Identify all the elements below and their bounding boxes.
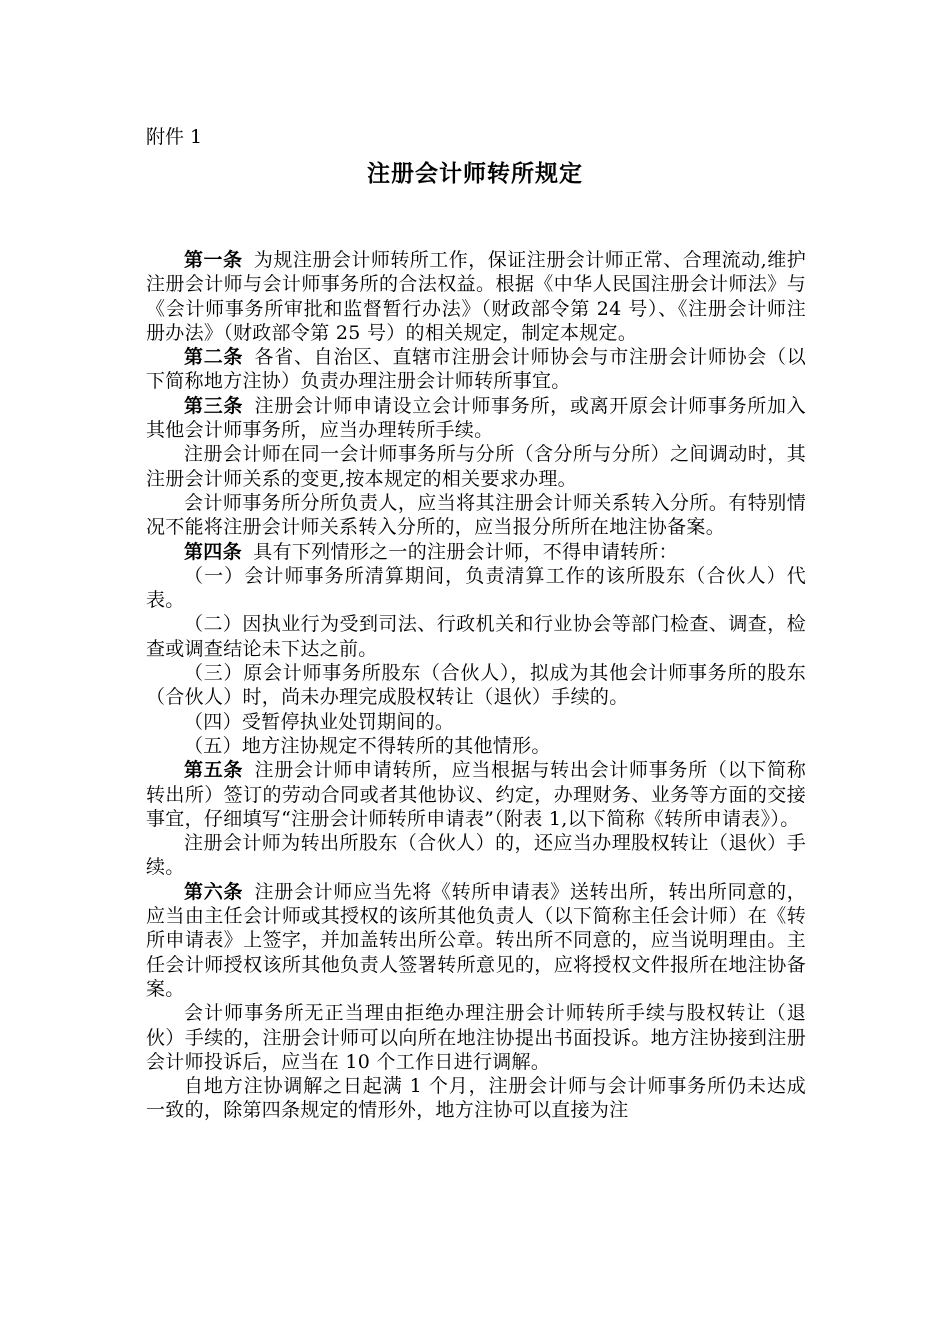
article-label: 第四条 [184, 540, 242, 563]
paragraph-text: 注册会计师申请转所，应当根据与转出会计师事务所（以下简称转出所）签订的劳动合同或者其他协议、约定，办理财务、业务等方面的交接事宜，仔细填写“注册会计师转所申请表”（附表 1,以下简称《转所申请表》）。 [146, 759, 806, 830]
paragraph-text: 具有下列情形之一的注册会计师，不得申请转所： [253, 540, 678, 563]
article-paragraph [146, 394, 806, 443]
article-paragraph [146, 564, 806, 613]
article-paragraph [146, 1074, 806, 1123]
article-paragraph [146, 612, 806, 661]
paragraph-text: （二）因执业行为受到司法、行政机关和行业协会等部门检查、调查，检查或调查结论未下达之前。 [146, 613, 806, 660]
paragraph-text: 会计师事务所分所负责人，应当将其注册会计师关系转入分所。有特别情况不能将注册会计师关系转入分所的，应当报分所所在地注协备案。 [146, 491, 806, 539]
document-title: 注册会计师转所规定 [367, 161, 583, 187]
article-paragraph [146, 880, 806, 1001]
document-body [146, 248, 806, 1123]
paragraph-text: 注册会计师应当先将《转所申请表》送转出所，转出所同意的，应当由主任会计师或其授权的该所其他负责人（以下简称主任会计师）在《转所申请表》上签字，并加盖转出所公章。转出所不同意的，应当说明理由。主任会计师授权该所其他负责人签署转所意见的，应将授权文件报所在地注协备案。 [146, 880, 806, 1000]
attachment-label: 附件 1 [146, 126, 203, 148]
paragraph-text: 注册会计师为转出所股东（合伙人）的，还应当办理股权转让（退伙）手续。 [146, 832, 806, 879]
article-paragraph [146, 442, 806, 491]
paragraph-text: 注册会计师在同一会计师事务所与分所（含分所与分所）之间调动时，其注册会计师关系的变更,按本规定的相关要求办理。 [146, 443, 806, 490]
paragraph-text: （五）地方注协规定不得转所的其他情形。 [184, 734, 551, 757]
paragraph-text: （一）会计师事务所清算期间，负责清算工作的该所股东（合伙人）代表。 [146, 564, 806, 612]
article-paragraph [146, 661, 806, 710]
paragraph-text: 会计师事务所无正当理由拒绝办理注册会计师转所手续与股权转让（退伙）手续的，注册会计师可以向所在地注协提出书面投诉。地方注协接到注册会计师投诉后，应当在 10 个工作日进行调解。 [146, 1002, 806, 1073]
article-paragraph [146, 1001, 806, 1074]
paragraph-text: （四）受暂停执业处罚期间的。 [184, 710, 455, 733]
article-label: 第六条 [184, 880, 244, 903]
article-label: 第二条 [184, 346, 244, 369]
article-paragraph [146, 540, 806, 564]
article-paragraph [146, 831, 806, 880]
paragraph-text: 注册会计师申请设立会计师事务所，或离开原会计师事务所加入其他会计师事务所，应当办理转所手续。 [146, 394, 806, 442]
article-paragraph [146, 710, 806, 734]
paragraph-text: 为规注册会计师转所工作，保证注册会计师正常、合理流动,维护注册会计师与会计师事务所的合法权益。根据《中华人民国注册会计师法》与《会计师事务所审批和监督暂行办法》（财政部令第 24 号）、《注册会计师注册办法》（财政部令第 25 号）的相关规定，制定本规定。 [146, 249, 806, 344]
article-label: 第三条 [184, 394, 244, 417]
article-paragraph [146, 345, 806, 394]
paragraph-text: 自地方注协调解之日起满 1 个月，注册会计师与会计师事务所仍未达成一致的，除第四条规定的情形外，地方注协可以直接为注 [146, 1075, 806, 1122]
paragraph-text: （三）原会计师事务所股东（合伙人），拟成为其他会计师事务所的股东（合伙人）时，尚未办理完成股权转让（退伙）手续的。 [146, 662, 806, 709]
article-label: 第五条 [184, 759, 244, 782]
article-label: 第一条 [184, 249, 243, 271]
article-paragraph [146, 734, 806, 758]
article-paragraph [146, 248, 806, 345]
article-paragraph [146, 491, 806, 540]
article-paragraph [146, 758, 806, 831]
paragraph-text: 各省、自治区、直辖市注册会计师协会与市注册会计师协会（以下简称地方注协）负责办理注册会计师转所事宜。 [146, 346, 806, 393]
